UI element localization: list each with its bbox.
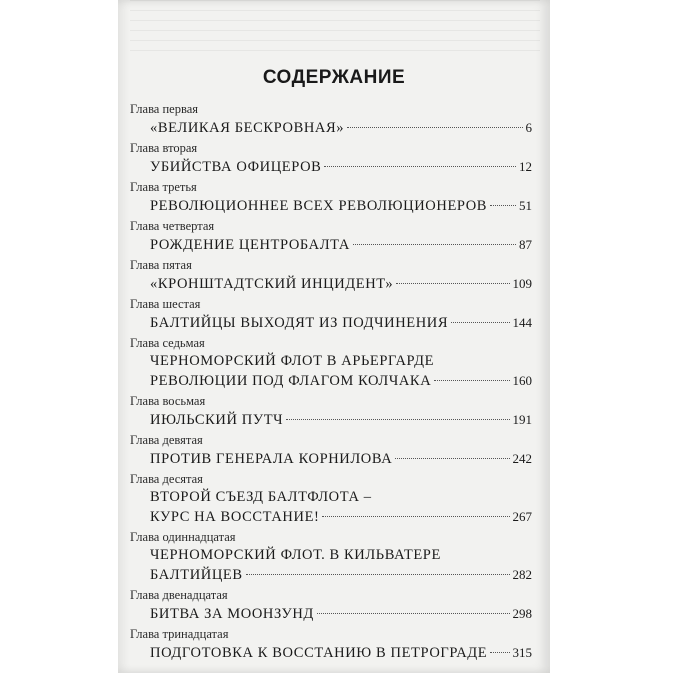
chapter-label: Глава седьмая [130, 336, 205, 350]
chapter-title: РОЖДЕНИЕ ЦЕНТРОБАЛТА [150, 237, 350, 253]
chapter-title-first-line: ВТОРОЙ СЪЕЗД БАЛТФЛОТА – [150, 489, 372, 505]
dot-leader [490, 205, 516, 206]
chapter-label: Глава третья [130, 180, 197, 194]
chapter-title: ПОДГОТОВКА К ВОССТАНИЮ В ПЕТРОГРАДЕ [150, 645, 488, 661]
toc-chapter-11 [130, 528, 532, 584]
chapter-label: Глава тринадцатая [130, 627, 229, 641]
chapter-title: «ВЕЛИКАЯ БЕСКРОВНАЯ» [150, 120, 345, 136]
dot-leader [395, 458, 509, 459]
chapter-label: Глава вторая [130, 141, 198, 155]
table-of-contents [130, 100, 532, 664]
dot-leader [434, 380, 509, 381]
bleed-through-text [130, 0, 540, 60]
chapter-title: ИЮЛЬСКИЙ ПУТЧ [150, 412, 284, 428]
chapter-label: Глава четвертая [130, 219, 215, 233]
dot-leader [451, 322, 509, 323]
chapter-label: Глава двенадцатая [130, 588, 228, 602]
dot-leader [396, 283, 509, 284]
dot-leader [490, 652, 509, 653]
dot-leader [246, 574, 510, 575]
toc-chapter-6 [130, 295, 532, 332]
toc-chapter-8 [130, 392, 532, 429]
chapter-label: Глава восьмая [130, 394, 206, 408]
dot-leader [353, 244, 516, 245]
toc-chapter-12 [130, 586, 532, 623]
chapter-label: Глава шестая [130, 297, 201, 311]
page-number: 282 [512, 567, 532, 582]
toc-chapter-10 [130, 470, 532, 526]
chapter-title-line [130, 235, 532, 254]
chapter-title-line [130, 507, 532, 526]
chapter-title: РЕВОЛЮЦИОННЕЕ ВСЕХ РЕВОЛЮЦИОНЕРОВ [150, 198, 488, 214]
chapter-label: Глава первая [130, 102, 199, 116]
chapter-title-line [130, 274, 532, 293]
dot-leader [286, 419, 509, 420]
chapter-title: «КРОНШТАДТСКИЙ ИНЦИДЕНТ» [150, 276, 394, 292]
chapter-label: Глава одиннадцатая [130, 530, 236, 544]
page-number: 160 [512, 373, 532, 388]
page-number: 191 [512, 412, 532, 427]
page-number: 242 [512, 451, 532, 466]
toc-chapter-9 [130, 431, 532, 468]
chapter-title-first-line: ЧЕРНОМОРСКИЙ ФЛОТ. В КИЛЬВАТЕРЕ [150, 547, 441, 563]
page-number: 144 [512, 315, 532, 330]
toc-chapter-3 [130, 178, 532, 215]
dot-leader [317, 613, 510, 614]
dot-leader [324, 166, 516, 167]
page-number: 87 [519, 237, 532, 252]
chapter-title: УБИЙСТВА ОФИЦЕРОВ [150, 159, 322, 175]
chapter-title-line [130, 313, 532, 332]
chapter-label: Глава девятая [130, 433, 203, 447]
toc-chapter-7 [130, 334, 532, 390]
chapter-title-line [130, 643, 532, 662]
page-number: 51 [519, 198, 532, 213]
chapter-label: Глава пятая [130, 258, 192, 272]
page-number: 315 [512, 645, 532, 660]
chapter-title-line [130, 449, 532, 468]
page-number: 298 [512, 606, 532, 621]
page-number: 267 [512, 509, 532, 524]
page-title: СОДЕРЖАНИЕ [262, 67, 406, 88]
dot-leader [322, 516, 509, 517]
chapter-title-line [130, 371, 532, 390]
toc-chapter-4 [130, 217, 532, 254]
chapter-label: Глава десятая [130, 472, 203, 486]
chapter-title-line [130, 196, 532, 215]
chapter-title: КУРС НА ВОССТАНИЕ! [150, 509, 320, 525]
chapter-title: БИТВА ЗА МООНЗУНД [150, 606, 314, 622]
toc-chapter-5 [130, 256, 532, 293]
chapter-title: РЕВОЛЮЦИИ ПОД ФЛАГОМ КОЛЧАКА [150, 373, 432, 389]
toc-chapter-1 [130, 100, 532, 137]
chapter-title: БАЛТИЙЦЫ ВЫХОДЯТ ИЗ ПОДЧИНЕНИЯ [150, 315, 449, 331]
page-number: 109 [512, 276, 532, 291]
page-number: 12 [519, 159, 532, 174]
dot-leader [347, 127, 522, 128]
chapter-title-line [130, 565, 532, 584]
toc-chapter-2 [130, 139, 532, 176]
page-number: 6 [525, 120, 532, 135]
toc-chapter-13 [130, 625, 532, 662]
chapter-title-line [130, 604, 532, 623]
chapter-title-line [130, 410, 532, 429]
chapter-title: БАЛТИЙЦЕВ [150, 567, 243, 583]
chapter-title-line [130, 157, 532, 176]
chapter-title-first-line: ЧЕРНОМОРСКИЙ ФЛОТ В АРЬЕРГАРДЕ [150, 353, 435, 369]
chapter-title-line [130, 118, 532, 137]
chapter-title: ПРОТИВ ГЕНЕРАЛА КОРНИЛОВА [150, 451, 393, 467]
